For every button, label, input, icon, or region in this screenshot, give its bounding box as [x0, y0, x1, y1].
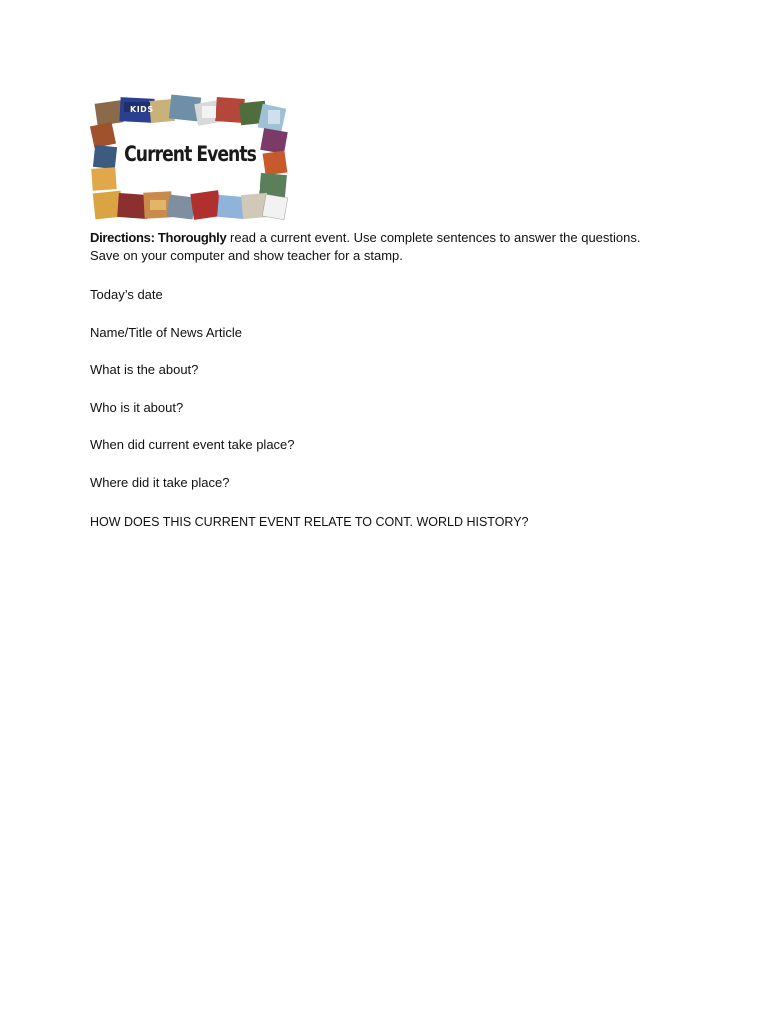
directions-paragraph	[90, 229, 690, 265]
directions-label: Directions: Thoroughly	[90, 230, 227, 245]
directions-text: read a current event. Use complete sentences to answer the questions.	[226, 230, 641, 245]
question-where: Where did it take place?	[90, 475, 230, 490]
question-what-about: What is the about?	[90, 362, 199, 377]
question-when: When did current event take place?	[90, 437, 295, 452]
question-who-about: Who is it about?	[90, 400, 184, 415]
directions-text-line2: Save on your computer and show teacher for a stamp.	[90, 248, 403, 263]
logo-title: Current Events	[124, 142, 256, 166]
question-relate-world-history: HOW DOES THIS CURRENT EVENT RELATE TO CONT. WORLD HISTORY?	[90, 515, 529, 529]
current-events-logo	[90, 94, 290, 224]
question-todays-date: Today’s date	[90, 287, 163, 302]
question-article-title: Name/Title of News Article	[90, 325, 242, 340]
kids-badge: KIDS	[130, 105, 154, 114]
